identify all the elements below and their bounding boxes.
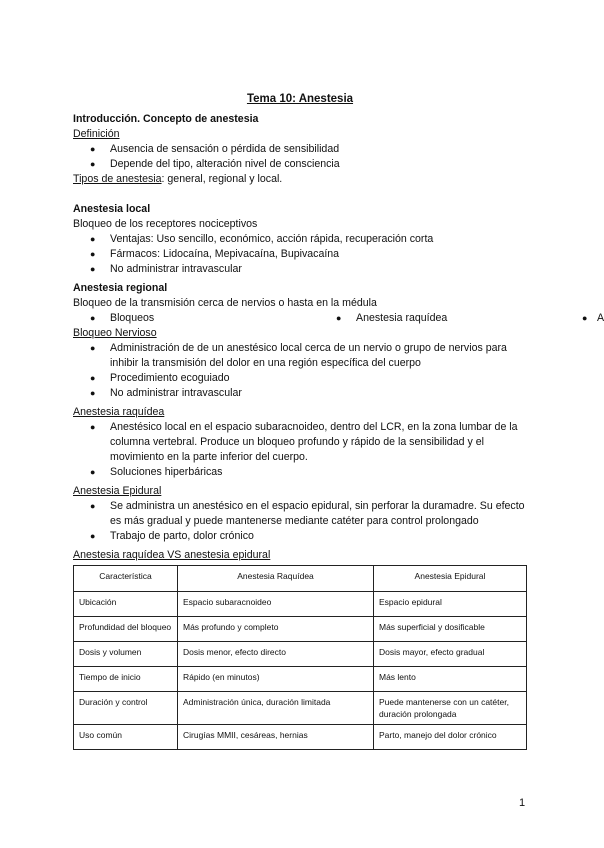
- table-cell: Dosis menor, efecto directo: [178, 642, 374, 667]
- table-cell: Uso común: [74, 725, 178, 750]
- list-item: ● No administrar intravascular: [110, 386, 533, 401]
- epidural-heading: Anestesia Epidural: [73, 485, 162, 497]
- table-cell: Más lento: [374, 667, 527, 692]
- comparison-heading: Anestesia raquídea VS anestesia epidural: [73, 549, 271, 561]
- nervioso-list: [73, 341, 533, 401]
- comparison-table: [73, 565, 527, 750]
- page-number: 1: [519, 797, 526, 809]
- regional-heading: Anestesia regional: [73, 282, 168, 294]
- list-item: ● No administrar intravascular: [110, 262, 533, 277]
- local-heading: Anestesia local: [73, 203, 151, 215]
- list-item: ● Procedimiento ecoguiado: [110, 371, 533, 386]
- table-row: [74, 725, 527, 750]
- raquidea-heading: Anestesia raquídea: [73, 406, 165, 418]
- list-item: ● Ausencia de sensación o pérdida de sensibilidad: [110, 142, 533, 157]
- local-text: Bloqueo de los receptores nociceptivos: [73, 218, 258, 230]
- table-cell: Cirugías MMII, cesáreas, hernias: [178, 725, 374, 750]
- table-cell: Más superficial y dosificable: [374, 617, 527, 642]
- epidural-list: [73, 499, 533, 544]
- list-item: ● Soluciones hiperbáricas: [110, 465, 533, 480]
- nervioso-heading: Bloqueo Nervioso: [73, 327, 157, 339]
- regional-bullet-row: ● Bloqueos ● Anestesia raquídea ● A: [90, 312, 604, 324]
- table-header-cell: Característica: [74, 566, 178, 592]
- table-row: [74, 617, 527, 642]
- table-cell: Tiempo de inicio: [74, 667, 178, 692]
- list-item: Anestesia raquídea: [356, 312, 448, 324]
- types-text: : general, regional y local.: [161, 173, 283, 185]
- table-cell: Más profundo y completo: [178, 617, 374, 642]
- regional-text: Bloqueo de la transmisión cerca de nervios o hasta en la médula: [73, 297, 377, 309]
- list-item: ● Fármacos: Lidocaína, Mepivacaína, Bupivacaína: [110, 247, 533, 262]
- table-cell: Dosis mayor, efecto gradual: [374, 642, 527, 667]
- table-cell: Profundidad del bloqueo: [74, 617, 178, 642]
- table-cell: Ubicación: [74, 592, 178, 617]
- definition-label: Definición: [73, 128, 120, 140]
- page-title: Tema 10: Anestesia: [246, 93, 354, 105]
- types-label: Tipos de anestesia: [73, 173, 162, 185]
- list-item: ● Trabajo de parto, dolor crónico: [110, 529, 533, 544]
- list-item: A: [597, 312, 604, 324]
- raquidea-list: [73, 420, 533, 480]
- list-item: ● Se administra un anestésico en el espacio epidural, sin perforar la duramadre. Su efecto es más gradual y puede mantenerse mediante catéter para control prolongado: [110, 499, 533, 529]
- table-cell: Duración y control: [74, 692, 178, 725]
- table-header-row: [74, 566, 527, 592]
- table-header-cell: Anestesia Epidural: [374, 566, 527, 592]
- table-row: [74, 667, 527, 692]
- types-line: [73, 172, 533, 187]
- table-cell: Parto, manejo del dolor crónico: [374, 725, 527, 750]
- list-item: ● Ventajas: Uso sencillo, económico, acción rápida, recuperación corta: [110, 232, 533, 247]
- list-item: Bloqueos: [110, 312, 155, 324]
- intro-heading: Introducción. Concepto de anestesia: [73, 113, 259, 125]
- table-cell: Rápido (en minutos): [178, 667, 374, 692]
- list-item: ● Depende del tipo, alteración nivel de consciencia: [110, 157, 533, 172]
- document-body: [73, 112, 604, 750]
- local-list: [73, 232, 533, 277]
- table-cell: Espacio epidural: [374, 592, 527, 617]
- list-item: ● Administración de de un anestésico local cerca de un nervio o grupo de nervios para inhibir la transmisión del dolor en una región específica del cuerpo: [110, 341, 533, 371]
- table-cell: Espacio subaracnoideo: [178, 592, 374, 617]
- table-cell: Administración única, duración limitada: [178, 692, 374, 725]
- definition-list: [73, 142, 533, 172]
- list-item: ● Anestésico local en el espacio subaracnoideo, dentro del LCR, en la zona lumbar de la columna vertebral. Produce un bloqueo profundo y rápido de la sensibilidad y el movimiento en la parte inferior del cuerpo.: [110, 420, 533, 465]
- table-row: [74, 642, 527, 667]
- table-cell: Dosis y volumen: [74, 642, 178, 667]
- table-header-cell: Anestesia Raquídea: [178, 566, 374, 592]
- table-cell: Puede mantenerse con un catéter, duración prolongada: [374, 692, 527, 725]
- table-row: [74, 692, 527, 725]
- table-row: [74, 592, 527, 617]
